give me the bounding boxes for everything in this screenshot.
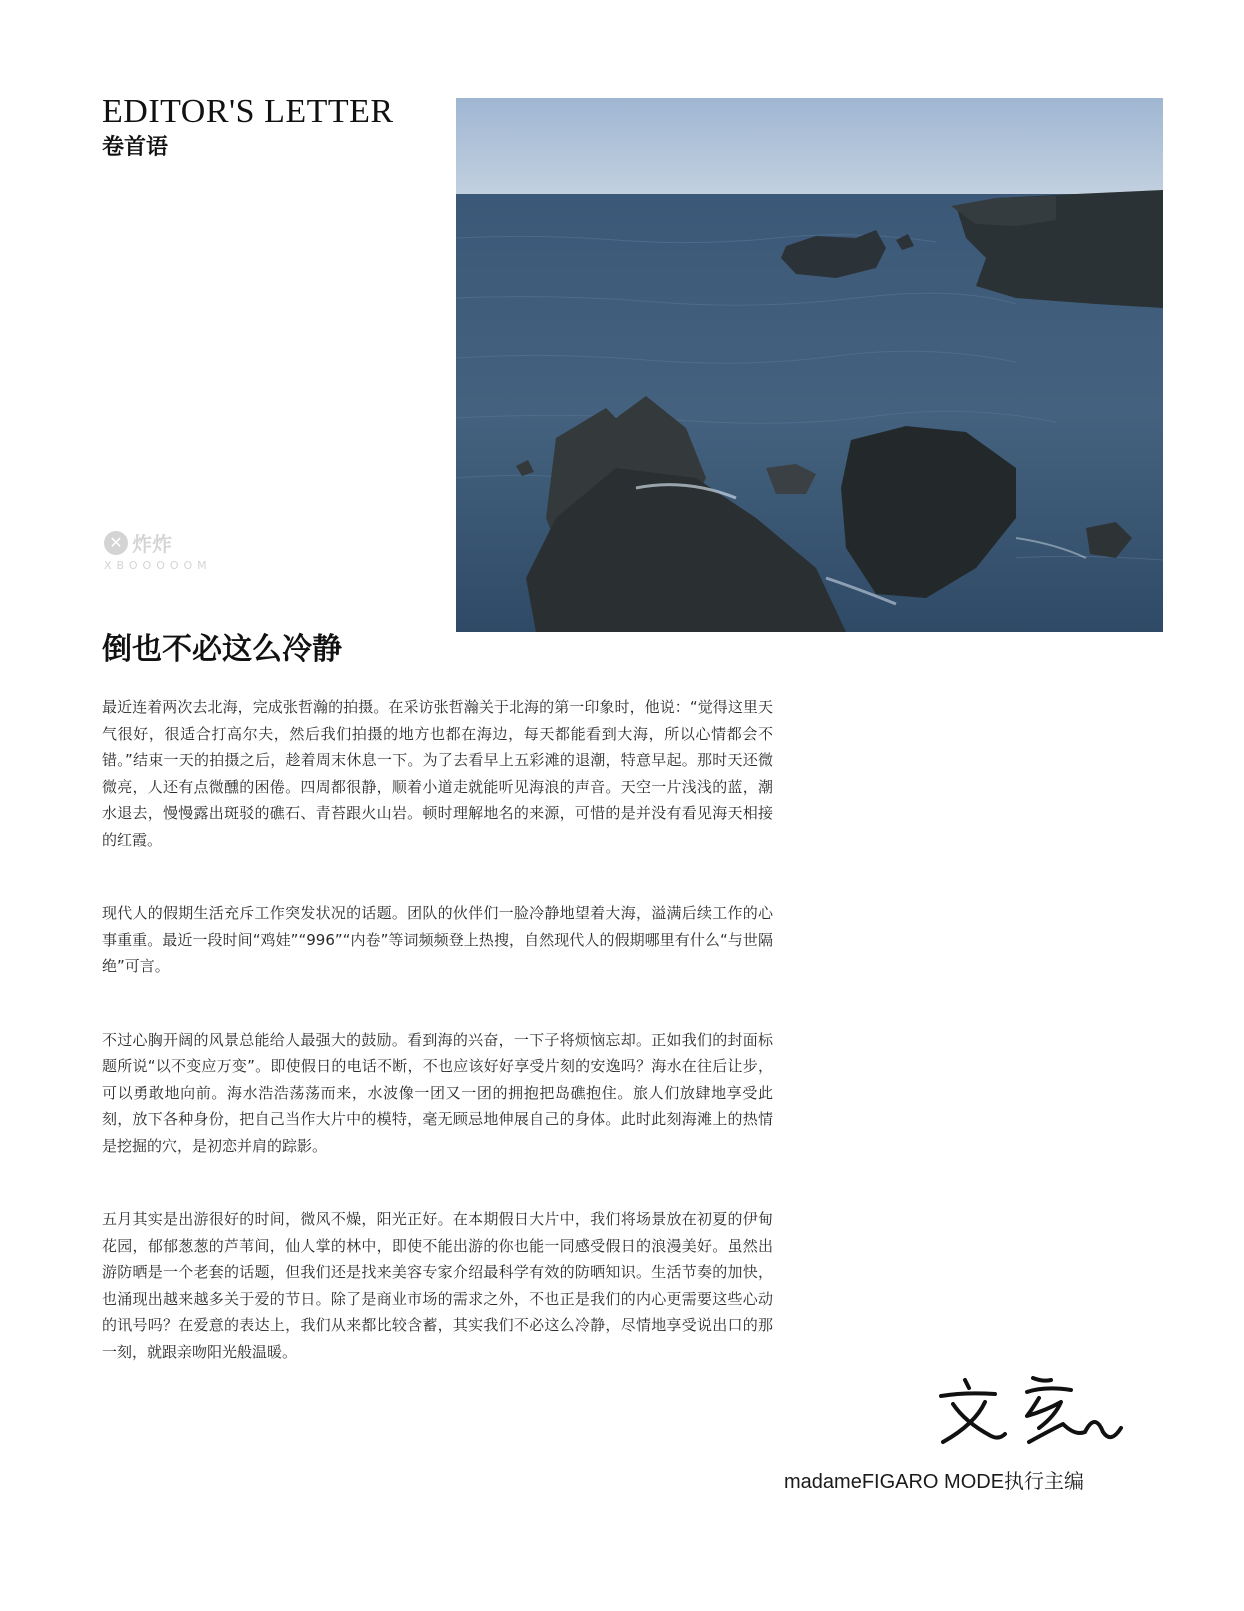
handwritten-signature bbox=[935, 1372, 1125, 1452]
article-paragraph: 五月其实是出游很好的时间，微风不燥，阳光正好。在本期假日大片中，我们将场景放在初夏的伊甸花园，郁郁葱葱的芦苇间，仙人掌的林中，即使不能出游的你也能一同感受假日的浪漫美好。虽然出游防晒是一个老套的话题，但我们还是找来美容专家介绍最科学有效的防晒知识。生活节奏的加快，也涌现出越来越多关于爱的节日。除了是商业市场的需求之外，不也正是我们的内心更需要这些心动的讯号吗？在爱意的表达上，我们从来都比较含蓄，其实我们不必这么冷静，尽情地享受说出口的那一刻，就跟亲吻阳光般温暖。 bbox=[102, 1210, 773, 1361]
article-paragraph: 最近连着两次去北海，完成张哲瀚的拍摄。在采访张哲瀚关于北海的第一印象时，他说：“觉得这里天气很好，很适合打高尔夫，然后我们拍摄的地方也都在海边，每天都能看到大海，所以心情都会不错。”结束一天的拍摄之后，趁着周末休息一下。为了去看早上五彩滩的退潮，特意早起。那时天还微微亮，人还有点微醺的困倦。四周都很静，顺着小道走就能听见海浪的声音。天空一片浅浅的蓝，潮水退去，慢慢露出斑驳的礁石、青苔跟火山岩。顿时理解地名的来源，可惜的是并没有看见海天相接的红霞。 bbox=[102, 698, 773, 849]
header-title-cn: 卷首语 bbox=[102, 134, 169, 160]
signature-caption: madameFIGARO MODE执行主编 bbox=[784, 1471, 1085, 1493]
article-paragraph: 不过心胸开阔的风景总能给人最强大的鼓励。看到海的兴奋，一下子将烦恼忘却。正如我们的封面标题所说“以不变应万变”。即使假日的电话不断，不也应该好好享受片刻的安逸吗？海水在往后让步，可以勇敢地向前。海水浩浩荡荡而来，水波像一团又一团的拥抱把岛礁抱住。旅人们放肆地享受此刻，放下各种身份，把自己当作大片中的模特，毫无顾忌地伸展自己的身体。此时此刻海滩上的热情是挖掘的穴，是初恋并肩的踪影。 bbox=[102, 1030, 773, 1155]
article-paragraph: 现代人的假期生活充斥工作突发状况的话题。团队的伙伴们一脸冷静地望着大海，溢满后续工作的心事重重。最近一段时间“鸡娃”“996”“内卷”等词频频登上热搜，自然现代人的假期哪里有什么“与世隔绝”可言。 bbox=[102, 904, 773, 975]
watermark-brand: 炸炸 bbox=[132, 532, 172, 556]
watermark-logo-icon: ✕ bbox=[104, 531, 128, 555]
watermark-sub: XBOOOOOM bbox=[104, 559, 212, 572]
header-title-en: EDITOR'S LETTER bbox=[102, 93, 394, 130]
article-title: 倒也不必这么冷静 bbox=[102, 632, 342, 667]
watermark bbox=[104, 528, 212, 572]
article-body bbox=[102, 694, 773, 1412]
sea-rocks-photo bbox=[456, 98, 1163, 632]
